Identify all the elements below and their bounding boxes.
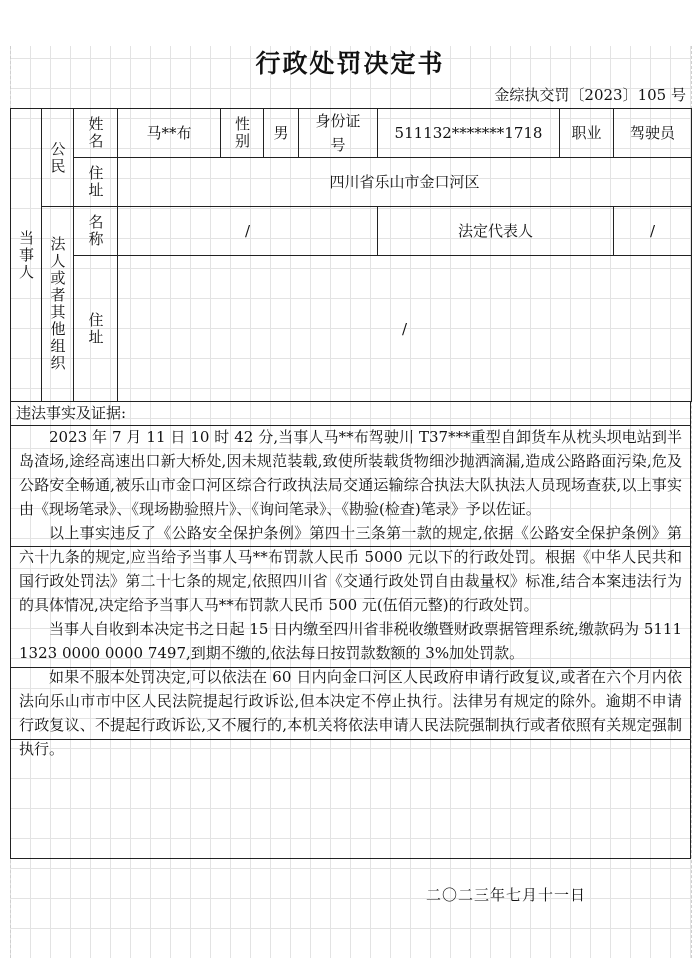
party-info-table [10,108,692,402]
divider [10,739,691,740]
gender-label: 性别 [233,116,251,150]
divider [10,546,691,547]
org-group-cell [42,207,74,402]
citizen-group-label: 公民 [48,140,67,175]
violation-paragraph: 以上事实违反了《公路安全保护条例》第四十三条第一款的规定,依据《公路安全保护条例》第六十九条的规定,应当给予当事人马**布罚款人民币 5000 元以下的行政处罚。根据《中华人民共和国行政处罚法》第二十七条的规定,依照四川省《交通行政处罚自由裁量权》标准,结合本案违法行为的具体情况,决定给予当事人马**布罚款人民币 500 元(伍佰元整)的行政处罚。 [19,524,682,614]
legal-rep: / [614,207,692,256]
facts-heading: 违法事实及证据: [16,404,127,422]
name-label: 姓名 [86,116,105,150]
facts-paragraph: 2023 年 7 月 11 日 10 时 42 分,当事人马**布驾驶川 T37***重型自卸货车从枕头坝电站到半岛渣场,途经高速出口新大桥处,因未规范装载,致使所装载货物细沙抛洒滴漏,造成公路路面污染,危及公路安全畅通,被乐山市金口河区综合行政执法局交通运输综合执法大队执法人员现场查获,以上事实由《现场笔录》、《现场勘验照片》、《询问笔录》、《勘验(检查)笔录》予以佐证。 [19,428,682,518]
citizen-group-cell [42,109,74,207]
document-title: 行政处罚决定书 [255,49,445,78]
party-label: 当事人 [17,229,35,281]
org-group-label: 法人或者其他组织 [48,236,67,372]
legal-rep-label: 法定代表人 [378,207,614,256]
appeal-paragraph: 如果不服本处罚决定,可以依法在 60 日内向金口河区人民政府申请行政复议,或者在六个月内依法向乐山市市中区人民法院提起行政诉讼,但本决定不停止执行。法律另有规定的除外。逾期不申请行政复议、不提起行政诉讼,又不履行的,本机关将依法申请人民法院强制执行或者依照有关规定强制执行。 [19,668,682,758]
divider [10,425,691,426]
org-address: / [118,256,692,402]
divider [10,858,691,859]
job-label: 职业 [560,109,614,158]
party-label-cell [11,109,42,402]
gender-label-cell [221,109,264,158]
citizen-gender: 男 [264,109,299,158]
citizen-job: 驾驶员 [614,109,692,158]
org-address-label-cell [74,256,118,402]
address-label: 住址 [86,165,105,199]
citizen-name: 马**布 [118,109,221,158]
org-address-label: 住址 [86,311,105,346]
org-name: / [118,207,378,256]
address-label-cell [74,158,118,207]
id-label: 身份证号 [315,112,361,154]
citizen-address: 四川省乐山市金口河区 [118,158,692,207]
payment-paragraph: 当事人自收到本决定书之日起 15 日内缴至四川省非税收缴暨财政票据管理系统,缴款码为 5111 1323 0000 0000 7497,到期不缴的,依法每日按罚款数额的 3%加处罚款。 [19,620,682,662]
id-label-cell [299,109,378,158]
divider [10,667,691,668]
org-name-label-cell [74,207,118,256]
document-number: 金综执交罚〔2023〕105 号 [494,86,686,104]
decision-date: 二〇二三年七月十一日 [426,886,587,904]
citizen-id-number: 511132*******1718 [378,109,560,158]
facts-section [10,401,691,859]
org-name-label: 名称 [86,214,105,248]
name-label-cell [74,109,118,158]
